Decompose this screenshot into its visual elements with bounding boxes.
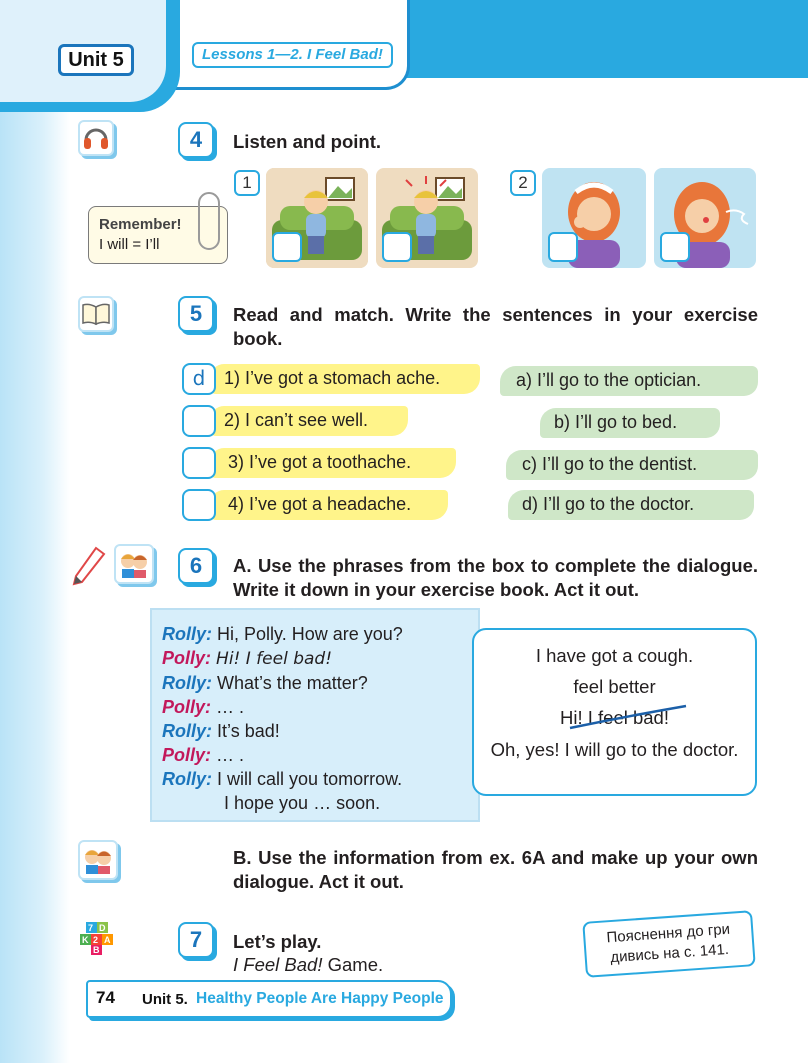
problem-sentence-1: 1) I’ve got a stomach ache.	[224, 368, 441, 388]
picture-girl-toothache	[542, 168, 646, 268]
problem-sentence-4: 4) I’ve got a headache.	[228, 494, 412, 514]
dialogue-line	[162, 622, 468, 646]
dialogue-blank: … .	[216, 697, 245, 717]
dialogue-text: What’s the matter?	[217, 673, 368, 693]
solution-sentence-c: c) I’ll go to the dentist.	[522, 454, 698, 474]
dialogue-blank: … .	[216, 745, 245, 765]
game-name: I Feel Bad!	[233, 954, 323, 975]
phrase-cough: I have got a cough.	[535, 645, 694, 666]
dialogue-text: It’s bad!	[217, 721, 280, 741]
dialogue-line	[162, 743, 468, 767]
block-letter: D	[99, 923, 106, 933]
phrase-feel-bad: Hi! I feel bad!	[559, 707, 669, 728]
exercise-6b-instruction: B. Use the information from ex. 6A and make up your own dialogue. Act it out.	[233, 847, 758, 892]
picture-set-1-number: 1	[234, 170, 260, 196]
page-footer	[86, 980, 452, 1018]
match-answer-box-2[interactable]	[182, 405, 216, 437]
remember-title: Remember!	[99, 216, 182, 233]
phrase-feel-better: feel better	[573, 676, 656, 697]
problem-sentence-3: 3) I’ve got a toothache.	[228, 452, 412, 472]
unit-label: Unit 5	[58, 44, 134, 76]
paperclip-icon	[198, 192, 220, 250]
picture-girl-cough	[654, 168, 756, 268]
dialogue-line	[162, 791, 468, 815]
dialogue-text: I will call you tomorrow.	[217, 769, 403, 789]
exercise-4-number: 4	[178, 122, 214, 158]
pencil-icon	[72, 546, 106, 586]
exercise-6-number: 6	[178, 548, 214, 584]
book-icon	[78, 296, 114, 332]
picture-set-2-number: 2	[510, 170, 536, 196]
children-icon	[114, 544, 154, 584]
picture-1a-answer-box[interactable]	[272, 232, 302, 262]
dialogue-handwritten-text: Hi! I feel bad!	[216, 649, 333, 669]
speaker-polly: Polly:	[162, 745, 212, 765]
match-answer-box-1[interactable]: d	[182, 363, 216, 395]
picture-2a-answer-box[interactable]	[548, 232, 578, 262]
phrase-feel-bad-struck	[560, 702, 669, 733]
page-number: 74	[96, 988, 115, 1007]
block-letter: A	[104, 935, 111, 945]
picture-2b-answer-box[interactable]	[660, 232, 690, 262]
speaker-rolly: Rolly:	[162, 721, 213, 741]
phrase-box	[472, 628, 757, 796]
picture-boy-headache	[376, 168, 478, 268]
block-letter: 2	[93, 935, 99, 945]
solution-sentence-a: a) I’ll go to the optician.	[516, 370, 702, 390]
speaker-polly: Polly:	[162, 697, 212, 717]
strikethrough-mark	[568, 702, 688, 732]
speaker-rolly: Rolly:	[162, 673, 213, 693]
block-letter: K	[82, 935, 89, 945]
speaker-rolly: Rolly:	[162, 624, 213, 644]
game-explanation-note: Пояснення до гри дивись на с. 141.	[582, 910, 755, 978]
phrase-doctor: Oh, yes! I will go to the doctor.	[490, 739, 739, 760]
exercise-5-number: 5	[178, 296, 214, 332]
phrase-feel-bad-wrap	[474, 702, 755, 733]
children-icon	[78, 840, 118, 880]
solution-sentence-d: d) I’ll go to the doctor.	[522, 494, 695, 514]
lesson-title: Lessons 1—2. I Feel Bad!	[192, 42, 393, 68]
dialogue-line	[162, 646, 468, 671]
remember-text: I will = I’ll	[99, 236, 160, 253]
picture-boy-stomach-ache	[266, 168, 368, 268]
headphones-icon	[78, 120, 114, 156]
picture-1b-answer-box[interactable]	[382, 232, 412, 262]
dialogue-line	[162, 719, 468, 743]
footer-unit: Unit 5.	[142, 991, 188, 1008]
dialogue-line	[162, 671, 468, 695]
exercise-7-number: 7	[178, 922, 214, 958]
speaker-polly: Polly:	[162, 648, 212, 668]
dialogue-text: Hi, Polly. How are you?	[217, 624, 403, 644]
exercise-7-title: Let’s play.	[233, 931, 322, 952]
dialogue-line	[162, 767, 468, 791]
solution-sentence-b: b) I’ll go to bed.	[554, 412, 678, 432]
footer-title: Healthy People Are Happy People	[196, 990, 444, 1007]
exercise-7-game	[233, 953, 383, 977]
match-answer-box-4[interactable]	[182, 489, 216, 521]
exercise-6a-instruction: A. Use the phrases from the box to complete the dialogue. Write it down in your exercise book. Act it out.	[233, 555, 758, 600]
dialogue-line	[162, 695, 468, 719]
block-letter: B	[93, 945, 100, 955]
problem-sentence-2: 2) I can’t see well.	[224, 410, 369, 430]
game-suffix: Game.	[322, 954, 384, 975]
exercise-4-instruction: Listen and point.	[233, 131, 381, 152]
match-answer-box-3[interactable]	[182, 447, 216, 479]
dialogue-box	[150, 608, 480, 822]
exercise-5-instruction: Read and match. Write the sentences in your exercise book.	[233, 304, 758, 349]
left-margin-strip	[0, 0, 70, 1063]
letter-blocks-icon	[78, 920, 118, 956]
speaker-rolly: Rolly:	[162, 769, 213, 789]
dialogue-text: I hope you … soon.	[224, 793, 381, 813]
block-letter: 7	[88, 923, 94, 933]
